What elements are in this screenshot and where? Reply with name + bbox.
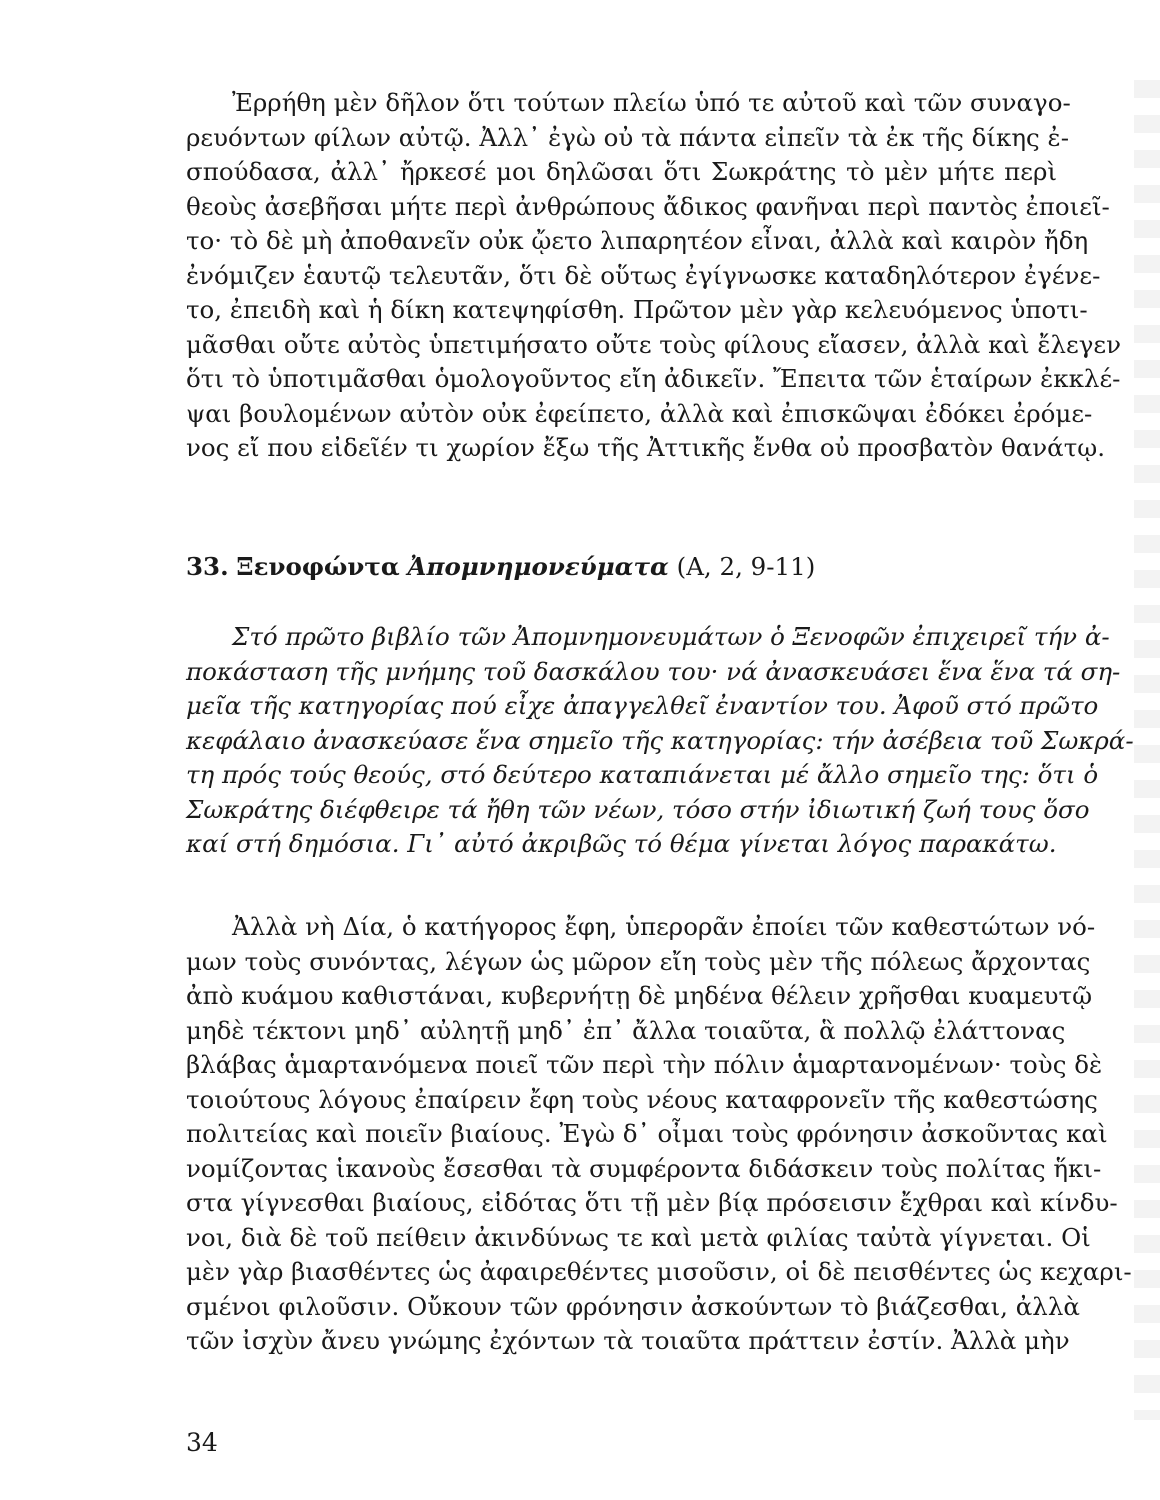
text-line: τῶν ἰσχὺν ἄνευ γνώμης ἐχόντων τὰ τοιαῦτα πράττειν ἐστίν. Ἀλλὰ μὴν — [186, 1326, 1070, 1355]
text-line: τοιούτους λόγους ἐπαίρειν ἔφη τοὺς νέους καταφρονεῖν τῆς καθεστώσης — [186, 1084, 1098, 1114]
page-number: 34 — [186, 1428, 218, 1457]
text-line: καί στή δημόσια. Γι᾽ αὐτό ἀκριβῶς τό θέμα γίνεται λόγος παρακάτω. — [186, 829, 1057, 858]
text-line: ὅτι τὸ ὑποτιμᾶσθαι ὁμολογοῦντος εἴη ἀδικεῖν. Ἔπειτα τῶν ἑταίρων ἐκκλέ- — [186, 364, 1121, 393]
text-line: τη πρός τούς θεούς, στό δεύτερο καταπιάνεται μέ ἄλλο σημεῖο της: ὅτι ὁ — [186, 760, 1099, 789]
modern-greek-introduction — [186, 620, 1134, 862]
greek-text-paragraph-1 — [186, 86, 1121, 466]
show-through-margin — [1134, 80, 1160, 1420]
text-line: στα γίγνεσθαι βιαίους, εἰδότας ὅτι τῇ μὲν βίᾳ πρόσεισιν ἔχθραι καὶ κίνδυ- — [186, 1188, 1118, 1217]
text-line: μων τοὺς συνόντας, λέγων ὡς μῶρον εἴη τοὺς μὲν τῆς πόλεως ἄρχοντας — [186, 946, 1091, 976]
text-line: βλάβας ἁμαρτανόμενα ποιεῖ τῶν περὶ τὴν πόλιν ἁμαρτανομένων· τοὺς δὲ — [186, 1050, 1103, 1079]
text-line: πολιτείας καὶ ποιεῖν βιαίους. Ἐγὼ δ᾽ οἶμαι τοὺς φρόνησιν ἀσκοῦντας καὶ — [186, 1119, 1108, 1148]
section-work-title: Ἀπομνημονεύματα — [407, 552, 669, 581]
text-line: Ἀλλὰ νὴ Δία, ὁ κατήγορος ἔφη, ὑπερορᾶν ἐποίει τῶν καθεστώτων νό- — [232, 912, 1096, 941]
text-line: ρευόντων φίλων αὐτῷ. Ἀλλ᾽ ἐγὼ οὐ τὰ πάντα εἰπεῖν τὰ ἐκ τῆς δίκης ἐ- — [186, 122, 1069, 152]
text-line: ποκάσταση τῆς μνήμης τοῦ δασκάλου του· νά ἀνασκευάσει ἕνα ἕνα τά ση- — [186, 656, 1121, 686]
text-line: μηδὲ τέκτονι μηδ᾽ αὐλητῇ μηδ᾽ ἐπ᾽ ἄλλα τοιαῦτα, ἃ πολλῷ ἐλάττονας — [186, 1015, 1066, 1045]
text-line: κεφάλαιο ἀνασκεύασε ἕνα σημεῖο τῆς κατηγορίας: τήν ἀσέβεια τοῦ Σωκρά- — [186, 725, 1134, 755]
text-line: μᾶσθαι οὔτε αὐτὸς ὑπετιμήσατο οὔτε τοὺς φίλους εἴασεν, ἀλλὰ καὶ ἔλεγεν — [186, 329, 1121, 359]
section-reference: (Α, 2, 9-11) — [676, 552, 816, 581]
text-line: μεῖα τῆς κατηγορίας πού εἶχε ἀπαγγελθεῖ ἐναντίον του. Ἀφοῦ στό πρῶτο — [186, 691, 1099, 720]
text-line: νος εἴ που εἰδεῖέν τι χωρίον ἔξω τῆς Ἀττικῆς ἔνθα οὐ προσβατὸν θανάτῳ. — [186, 433, 1106, 462]
text-line: ψαι βουλομένων αὐτὸν οὐκ ἐφείπετο, ἀλλὰ καὶ ἐπισκῶψαι ἐδόκει ἐρόμε- — [186, 398, 1093, 428]
text-line: νομίζοντας ἱκανοὺς ἔσεσθαι τὰ συμφέροντα διδάσκειν τοὺς πολίτας ἥκι- — [186, 1153, 1102, 1183]
text-line: σμένοι φιλοῦσιν. Οὔκουν τῶν φρόνησιν ἀσκούντων τὸ βιάζεσθαι, ἀλλὰ — [186, 1291, 1080, 1321]
text-line: το· τὸ δὲ μὴ ἀποθανεῖν οὐκ ᾤετο λιπαρητέον εἶναι, ἀλλὰ καὶ καιρὸν ἤδη — [186, 226, 1089, 255]
text-line: Σωκράτης διέφθειρε τά ἤθη τῶν νέων, τόσο στήν ἰδιωτική ζωή τους ὅσο — [186, 794, 1090, 824]
text-line: ἐνόμιζεν ἑαυτῷ τελευτᾶν, ὅτι δὲ οὕτως ἐγίγνωσκε καταδηλότερον ἐγένε- — [186, 260, 1101, 290]
text-line: σπούδασα, ἀλλ᾽ ἤρκεσέ μοι δηλῶσαι ὅτι Σωκράτης τὸ μὲν μήτε περὶ — [186, 157, 1057, 186]
text-line: μὲν γὰρ βιασθέντες ὡς ἀφαιρεθέντες μισοῦσιν, οἱ δὲ πεισθέντες ὡς κεχαρι- — [186, 1257, 1132, 1286]
text-line: ἀπὸ κυάμου καθιστάναι, κυβερνήτῃ δὲ μηδένα θέλειν χρῆσθαι κυαμευτῷ — [186, 981, 1093, 1010]
text-line: το, ἐπειδὴ καὶ ἡ δίκη κατεψηφίσθη. Πρῶτον μὲν γὰρ κελευόμενος ὑποτι- — [186, 295, 1088, 324]
section-number: 33. — [186, 552, 229, 581]
section-author: Ξενοφώντα — [236, 552, 400, 581]
text-line: θεοὺς ἀσεβῆσαι μήτε περὶ ἀνθρώπους ἄδικος φανῆναι περὶ παντὸς ἐποιεῖ- — [186, 191, 1110, 221]
section-heading — [186, 550, 815, 584]
text-line: Ἐρρήθη μὲν δῆλον ὅτι τούτων πλείω ὑπό τε αὐτοῦ καὶ τῶν συναγο- — [232, 88, 1071, 117]
greek-text-paragraph-2 — [186, 910, 1132, 1359]
text-line: νοι, διὰ δὲ τοῦ πείθειν ἀκινδύνως τε καὶ μετὰ φιλίας ταὐτὰ γίγνεται. Οἱ — [186, 1222, 1091, 1252]
text-line: Στό πρῶτο βιβλίο τῶν Ἀπομνημονευμάτων ὁ Ξενοφῶν ἐπιχειρεῖ τήν ἀ- — [232, 622, 1110, 651]
